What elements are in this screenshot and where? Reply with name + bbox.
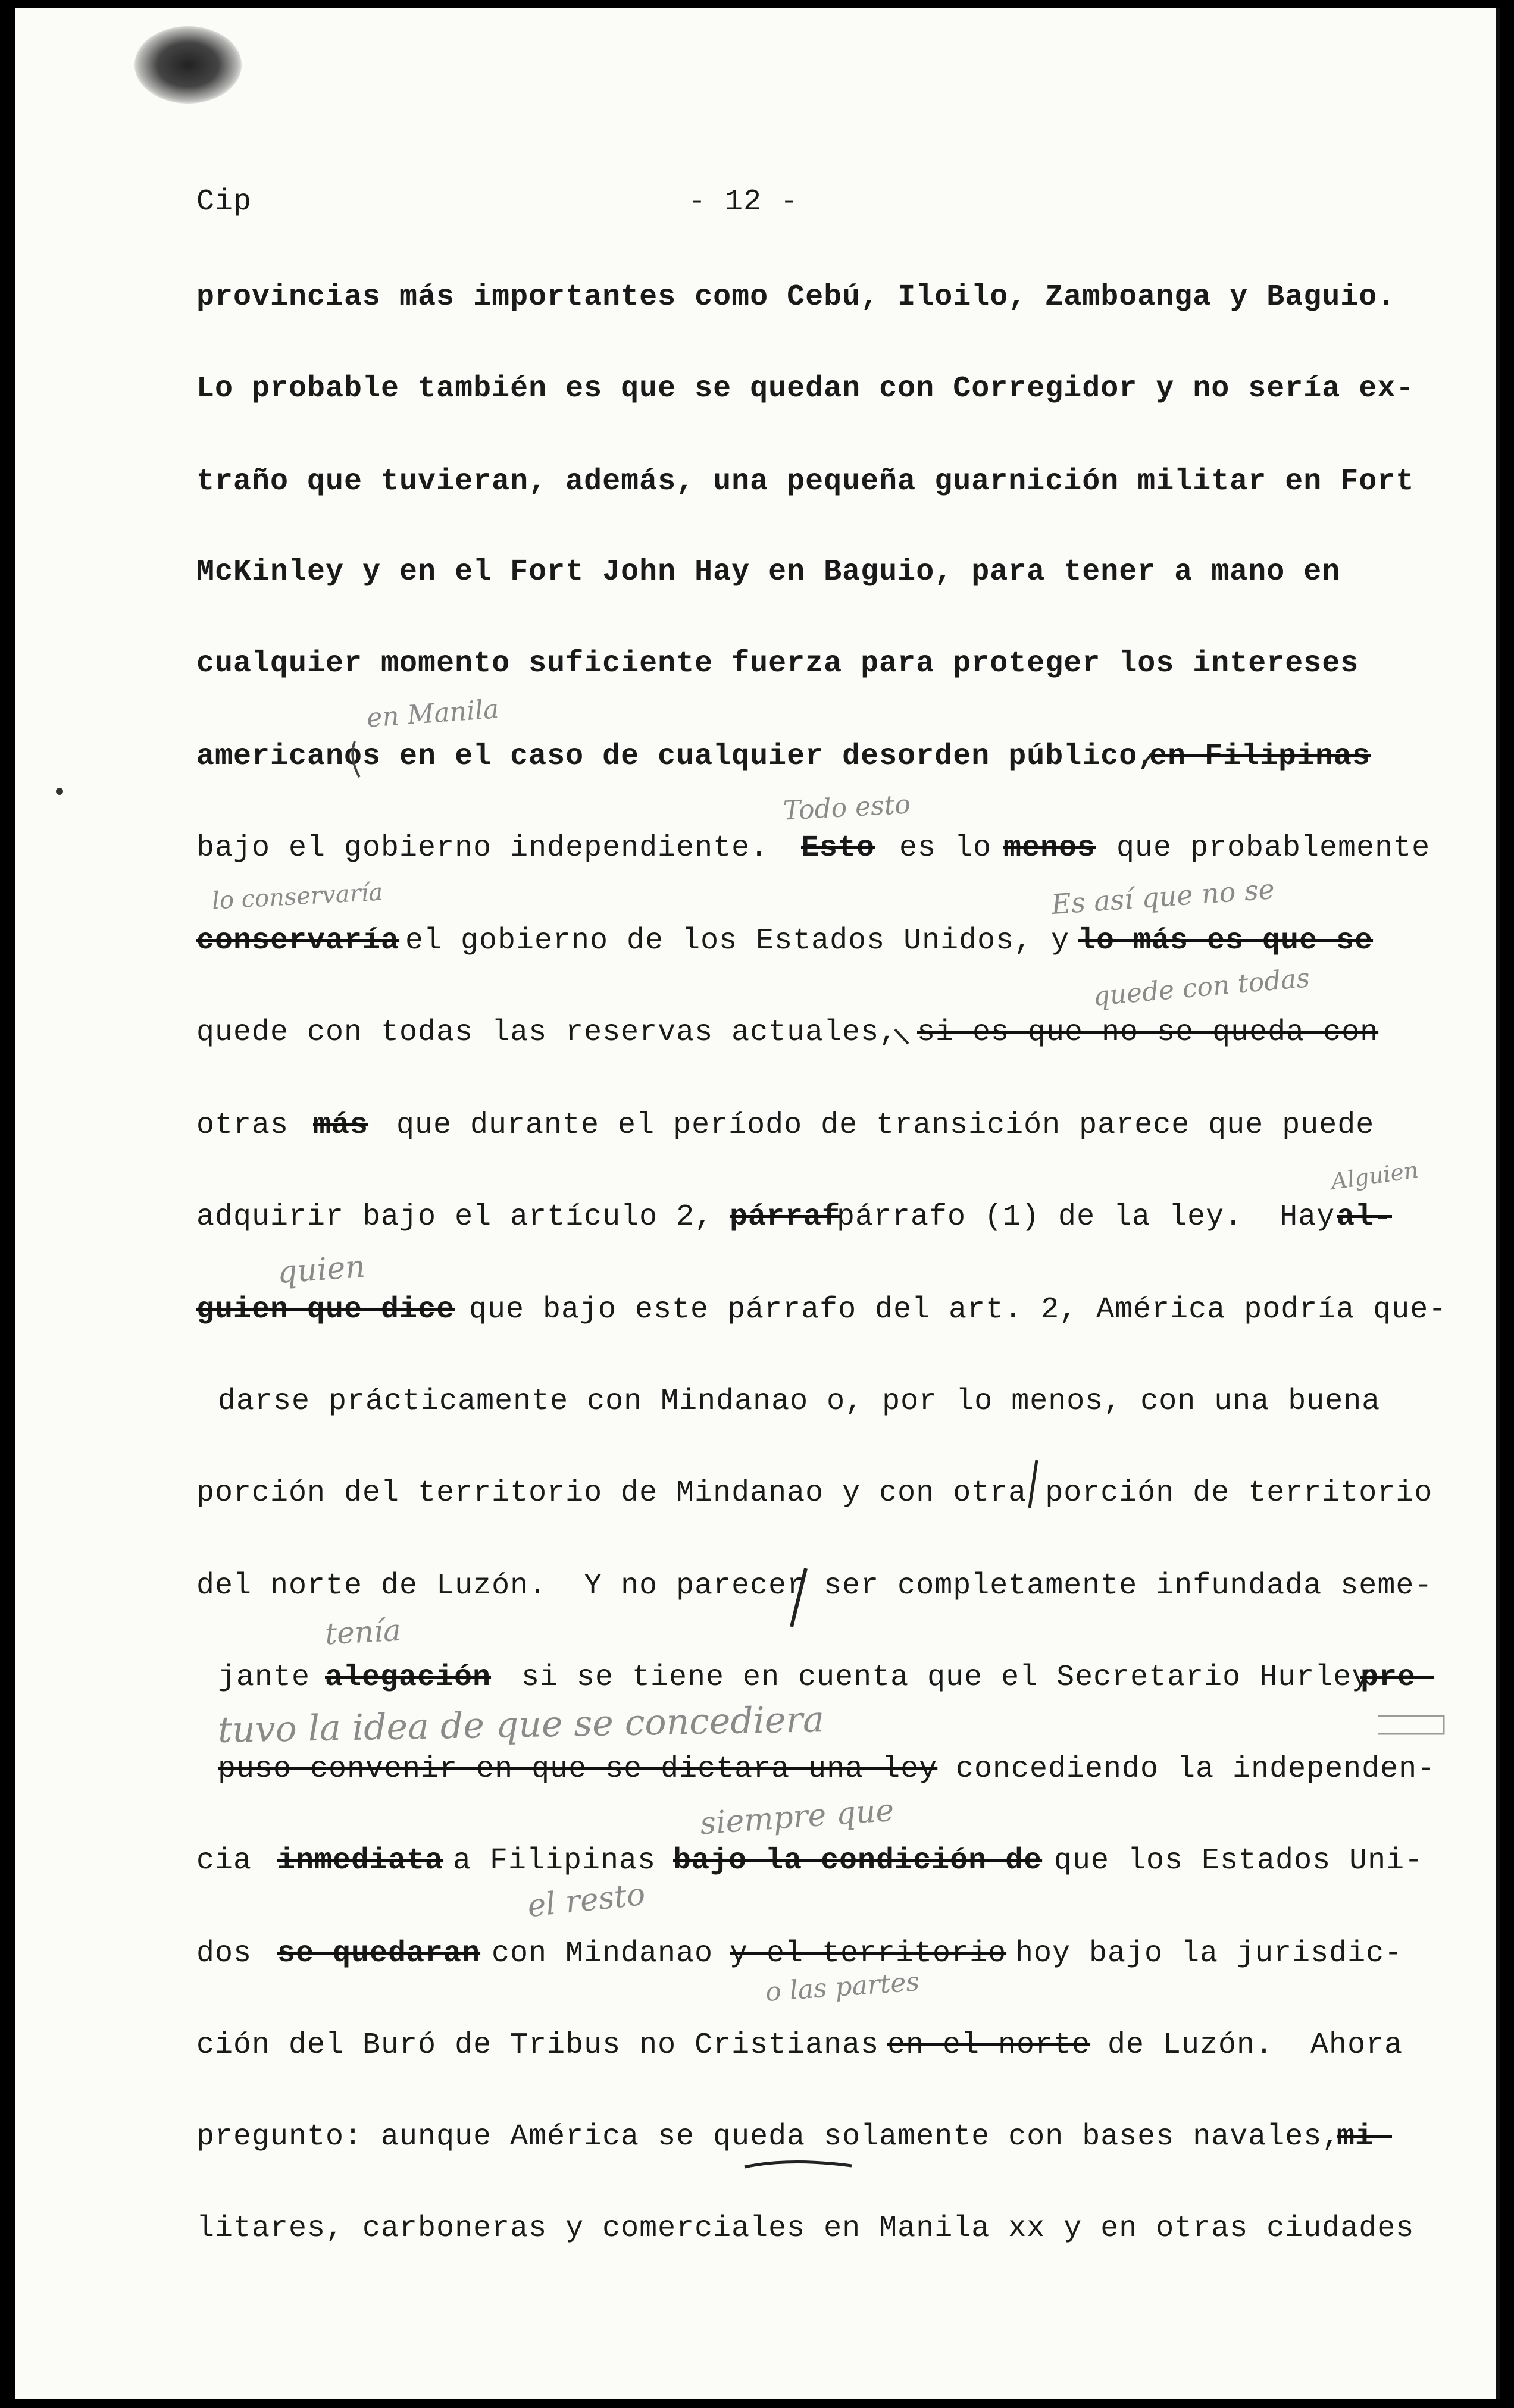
- handwritten-note: Todo esto: [782, 789, 912, 826]
- text-line: de Luzón. Ahora: [1108, 2028, 1403, 2062]
- handwritten-note: quede con todas: [1091, 963, 1311, 1012]
- text-line: bajo el gobierno independiente.: [196, 831, 769, 865]
- text-line: que los Estados Uni-: [1054, 1844, 1424, 1878]
- struck-text: bajo la condición de: [673, 1844, 1043, 1878]
- text-line: que bajo este párrafo del art. 2, América podría que-: [469, 1293, 1447, 1327]
- handwritten-note: siempre que: [699, 1792, 896, 1842]
- slash-mark: [1030, 1460, 1037, 1508]
- struck-text: párraf: [730, 1200, 841, 1234]
- text-line: cia: [196, 1844, 252, 1878]
- struck-text: mi-: [1337, 2120, 1393, 2154]
- struck-text: en Filipinas: [1149, 740, 1371, 774]
- handwritten-note: Alguien: [1329, 1156, 1420, 1195]
- text-line: del norte de Luzón. Y no parecer ser completamente infundada seme-: [196, 1569, 1433, 1603]
- struck-text: menos: [1003, 831, 1096, 865]
- text-line: litares, carboneras y comerciales en Manila xx y en otras ciudades: [196, 2212, 1415, 2246]
- struck-text: pre-: [1360, 1661, 1435, 1695]
- text-line: dos: [196, 1937, 252, 1971]
- text-line: adquirir bajo el artículo 2,: [196, 1200, 714, 1234]
- text-line: concediendo la independen-: [956, 1752, 1436, 1786]
- text-line: Lo probable también es que se quedan con Corregidor y no sería ex-: [196, 372, 1415, 406]
- struck-text: guien que dice: [196, 1293, 455, 1327]
- struck-text: alegación: [325, 1661, 492, 1695]
- struck-text: se quedaran: [277, 1937, 481, 1971]
- handwritten-note: en Manila: [365, 694, 500, 734]
- struck-text: conservaría: [196, 924, 400, 958]
- text-line: darse prácticamente con Mindanao o, por lo menos, con una buena: [218, 1385, 1381, 1419]
- text-line: con Mindanao: [492, 1937, 714, 1971]
- slash-mark: [792, 1568, 806, 1627]
- text-line: McKinley y en el Fort John Hay en Baguio, para tener a mano en: [196, 555, 1341, 589]
- typewritten-sheet: [15, 8, 1500, 2399]
- text-line: el gobierno de los Estados Unidos, y: [405, 924, 1070, 958]
- bracket-mark: [352, 741, 359, 777]
- handwritten-note: lo conservaría: [211, 878, 384, 915]
- handwritten-note: tuvo la idea de que se concediera: [217, 1699, 825, 1751]
- struck-text: Esto: [801, 831, 875, 865]
- text-line: que probablemente: [1116, 831, 1431, 865]
- handwritten-note: o las partes: [764, 1967, 921, 2008]
- header-left: Cip: [196, 185, 252, 219]
- handwritten-note: el resto: [525, 1876, 647, 1925]
- text-line: ción del Buró de Tribus no Cristianas: [196, 2028, 880, 2062]
- caret-mark: [1143, 753, 1152, 764]
- handwritten-note: tenía: [324, 1612, 402, 1652]
- text-line: cualquier momento suficiente fuerza para proteger los intereses: [196, 647, 1359, 681]
- handwritten-note: quien: [276, 1248, 367, 1291]
- struck-text: puso convenir en que se dictara una ley: [218, 1752, 938, 1786]
- text-line: que durante el período de transición parece que puede: [396, 1109, 1375, 1142]
- struck-text: y el territorio: [730, 1937, 1007, 1971]
- text-line: es lo: [899, 831, 992, 865]
- caret-mark: [895, 1029, 908, 1044]
- text-line: hoy bajo la jurisdic-: [1015, 1937, 1403, 1971]
- struck-text: al-: [1337, 1200, 1393, 1234]
- handwritten-note: Es así que no se: [1050, 872, 1276, 921]
- text-line: si se tiene en cuenta que el Secretario Hurley: [521, 1661, 1371, 1695]
- text-line: porción del territorio de Mindanao y con otra porción de territorio: [196, 1476, 1433, 1510]
- box-mark: [1378, 1716, 1444, 1734]
- underline-mark: [745, 2162, 852, 2167]
- struck-text: si es que no se queda con: [917, 1016, 1379, 1050]
- text-line: pregunto: aunque América se queda solamente con bases navales,: [196, 2120, 1341, 2154]
- struck-text: lo más es que se: [1078, 924, 1374, 958]
- text-line: otras: [196, 1109, 289, 1142]
- text-line: a Filipinas: [453, 1844, 656, 1878]
- struck-text: inmediata: [277, 1844, 444, 1878]
- text-line: traño que tuvieran, además, una pequeña guarnición militar en Fort: [196, 465, 1415, 499]
- text-line: quede con todas las reservas actuales,: [196, 1016, 898, 1050]
- pen-marks: [15, 8, 1496, 2399]
- text-line: jante: [218, 1661, 311, 1695]
- struck-text: en el norte: [887, 2028, 1091, 2062]
- text-line: párrafo (1) de la ley. Hay: [837, 1200, 1335, 1234]
- page-number: - 12 -: [688, 185, 799, 219]
- struck-text: más: [313, 1109, 369, 1142]
- text-line: provincias más importantes como Cebú, Iloilo, Zamboanga y Baguio.: [196, 280, 1396, 314]
- text-line: americanos en el caso de cualquier desorden público,: [196, 740, 1156, 774]
